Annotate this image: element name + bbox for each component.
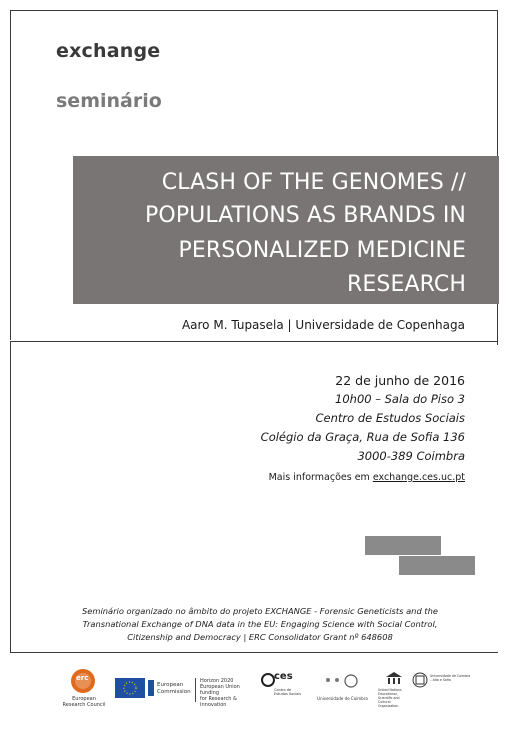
erc-mark-text: erc — [76, 674, 89, 682]
frame-mid-line — [10, 341, 498, 342]
title-line-3: PERSONALIZED MEDICINE — [178, 238, 466, 263]
world-heritage-icon — [412, 672, 428, 688]
h2020-line-3: for Research & Innovation — [200, 696, 237, 708]
gray-block-upper — [365, 536, 441, 555]
world-heritage-logo — [412, 672, 472, 706]
ec-caption-2: Commission — [157, 689, 191, 695]
unesco-logo — [378, 672, 410, 706]
title-line-1: CLASH OF THE GENOMES // — [161, 170, 466, 195]
frame-left-line-lower — [10, 341, 11, 653]
heritage-caption: Universidade de Coimbra – Alta e Sofia — [430, 674, 471, 682]
ec-caption-1: European — [157, 682, 184, 688]
event-postcode-city: 3000-389 Coimbra — [357, 449, 465, 463]
event-time-room: 10h00 – Sala do Piso 3 — [335, 392, 465, 406]
ec-building-icon — [147, 678, 155, 698]
footer-line-2: Transnational Exchange of DNA data in the EU: Engaging Science with Social Control, — [82, 619, 438, 629]
uc-emblem-icon — [323, 672, 363, 692]
title-line-2: POPULATIONS AS BRANDS IN — [145, 203, 466, 228]
gray-block-lower — [399, 556, 475, 575]
series-type: seminário — [56, 90, 162, 112]
footer-line-1: Seminário organizado no âmbito do projeto EXCHANGE - Forensic Geneticists and the — [82, 606, 438, 616]
eu-flag-icon — [115, 678, 145, 698]
more-info-link[interactable]: exchange.ces.uc.pt — [372, 472, 465, 483]
erc-caption: European Research Council — [62, 696, 106, 708]
footer-line-3: Citizenship and Democracy | ERC Consolidator Grant nº 648608 — [127, 632, 393, 642]
title-box — [73, 156, 499, 304]
event-venue: Centro de Estudos Sociais — [315, 411, 465, 425]
erc-logo — [60, 668, 108, 708]
h2020-line-2: European Union funding — [200, 684, 240, 696]
more-info — [269, 472, 465, 483]
frame-bottom-line — [10, 652, 498, 653]
universidade-coimbra-logo — [315, 672, 370, 706]
ces-mark-text: ces — [274, 671, 293, 682]
speaker-separator: | — [283, 318, 296, 332]
footer-text — [60, 605, 460, 644]
series-name: exchange — [56, 40, 161, 62]
title-line-4: RESEARCH — [347, 272, 466, 297]
speaker-line — [182, 318, 465, 332]
ces-logo — [260, 672, 305, 706]
more-info-label: Mais informações em — [268, 472, 373, 483]
unesco-caption: United Nations Educational, Scientific and Cultural Organization — [378, 688, 402, 708]
frame-top-line — [10, 10, 498, 11]
h2020-line-1: Horizon 2020 — [200, 678, 234, 684]
european-commission-logo — [115, 676, 190, 704]
ces-caption: Centro de Estudos Sociais — [274, 688, 302, 696]
unesco-temple-icon — [386, 672, 402, 686]
title-box-right-line — [497, 304, 498, 344]
frame-left-line-upper — [10, 10, 11, 340]
speaker-name: Aaro M. Tupasela — [181, 318, 284, 332]
event-address: Colégio da Graça, Rua de Sofia 136 — [260, 430, 465, 444]
speaker-affiliation: Universidade de Copenhaga — [295, 318, 465, 332]
event-info — [261, 371, 465, 466]
uc-caption: Universidade de Coimbra — [317, 696, 368, 701]
horizon-2020-logo — [195, 678, 255, 708]
logos-strip — [60, 668, 480, 708]
event-date: 22 de junho de 2016 — [335, 373, 465, 388]
